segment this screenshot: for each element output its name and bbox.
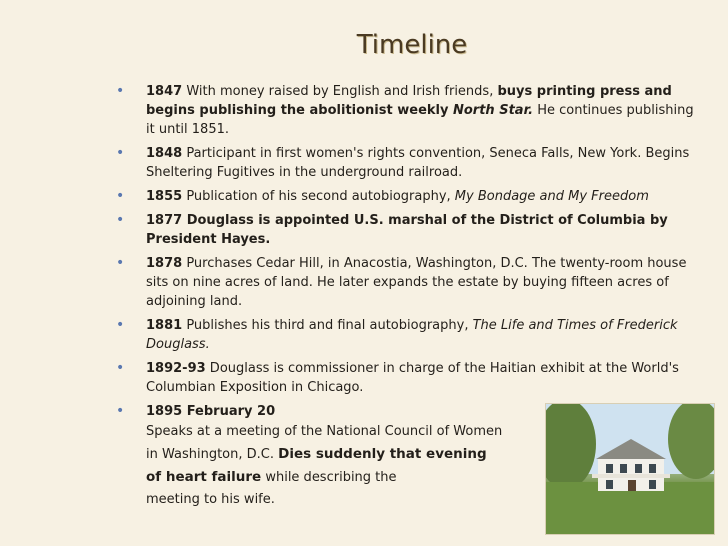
timeline-item (116, 211, 706, 249)
timeline-text: With money raised by English and Irish friends, (182, 84, 498, 99)
timeline-text: in Washington, D.C. (146, 447, 279, 462)
house-photo-icon (545, 403, 715, 535)
timeline-text-line: meeting to his wife. (146, 492, 275, 507)
timeline-text-bold: Dies suddenly that evening (278, 446, 487, 462)
bullet-icon: • (116, 145, 125, 161)
bullet-icon: • (116, 317, 125, 333)
timeline-text: My Bondage and My Freedom (454, 189, 649, 204)
timeline-text-bold: of heart failure (146, 469, 262, 485)
timeline-year: 1847 (146, 84, 183, 99)
slide-title: Timeline (356, 30, 468, 60)
timeline-year: 1881 (146, 318, 183, 333)
timeline-year: 1878 (146, 256, 183, 271)
timeline-year: 1848 (146, 146, 183, 161)
timeline-year: 1892-93 (146, 361, 206, 376)
timeline-text: Participant in first women's rights convention, Seneca Falls, New York. Begins Sheltering Fugitives in the underground railroad. (146, 146, 690, 180)
bullet-icon: • (116, 83, 125, 99)
timeline-text: while describing the (261, 470, 397, 485)
timeline-year: 1877 (146, 213, 183, 228)
timeline-item (116, 359, 706, 397)
timeline-item (116, 254, 706, 311)
timeline-text: The Life and Times of Frederick Douglass. (146, 318, 678, 352)
timeline-item (116, 144, 706, 182)
bullet-icon: • (116, 255, 125, 271)
timeline-year: 1895 February 20 (146, 404, 276, 419)
bullet-icon: • (116, 403, 125, 419)
timeline-text: Purchases Cedar Hill, in Anacostia, Washington, D.C. The twenty-room house sits on nine acres of land. He later expands the estate by buying fifteen acres of adjoining land. (146, 256, 687, 309)
timeline-text: Publication of his second autobiography, (182, 189, 455, 204)
timeline-text-line: Speaks at a meeting of the National Council of Women (146, 424, 503, 439)
bullet-icon: • (116, 212, 125, 228)
bullet-icon: • (116, 188, 125, 204)
bullet-icon: • (116, 360, 125, 376)
timeline-text: Douglass is commissioner in charge of the Haitian exhibit at the World's Columbian Exposition in Chicago. (146, 361, 679, 395)
timeline-text: North Star. (453, 103, 534, 118)
timeline-text: Publishes his third and final autobiography, (182, 318, 473, 333)
timeline-text: Douglass is appointed U.S. marshal of the District of Columbia by President Hayes. (146, 213, 668, 247)
timeline-text: He continues publishing it until 1851. (146, 103, 694, 137)
timeline-text: buys printing press and begins publishing the abolitionist weekly (146, 84, 672, 118)
timeline-item (116, 187, 706, 206)
timeline-year: 1855 (146, 189, 183, 204)
timeline-item (116, 316, 706, 354)
timeline-item (116, 82, 706, 139)
